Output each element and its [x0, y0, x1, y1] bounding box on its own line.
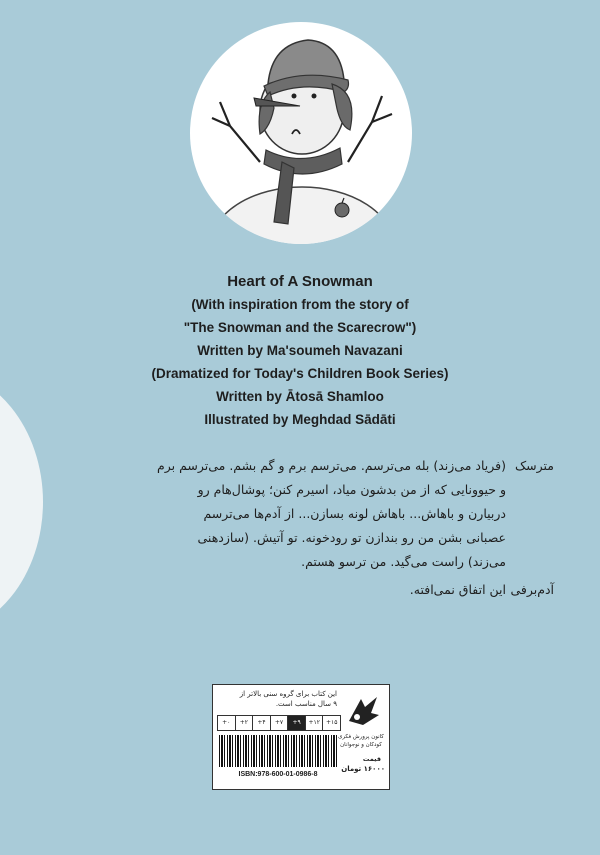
- dialogue-line: دربیارن و باهاش... باهاش لونه بسازن... از آدم‌ها می‌ترسم: [203, 506, 506, 521]
- snowman-drawing: [190, 22, 412, 244]
- credit-line-series: (Dramatized for Today's Children Book Series): [151, 366, 449, 381]
- dialogue-line: این اتفاق نمی‌افته.: [409, 582, 506, 597]
- credit-line-source-story: "The Snowman and the Scarecrow"): [183, 320, 417, 335]
- age-cell: +۱۵: [322, 716, 340, 730]
- speaker-name: مترسک: [514, 458, 554, 473]
- publisher-info-box: [212, 684, 390, 790]
- publisher-name: [337, 733, 385, 749]
- price-value: ۱۶۰۰۰ تومان: [341, 765, 385, 773]
- book-title: Heart of A Snowman: [227, 273, 373, 290]
- age-note-line: این کتاب برای گروه سنی بالاتر از: [239, 690, 337, 698]
- publisher-logo-icon: [343, 691, 383, 731]
- credit-line-original-author: Written by Ma'soumeh Navazani: [197, 343, 403, 358]
- barcode: [219, 735, 337, 767]
- publisher-name-line: کانون پرورش فکری: [338, 734, 384, 740]
- dialogue-line: می‌زند) راست می‌گید. من ترسو هستم.: [301, 554, 506, 569]
- age-cell-highlighted: +۹: [287, 716, 305, 730]
- dialogue-scarecrow: [110, 454, 554, 574]
- dialogue-line: عصبانی بشن من رو بندازن تو رودخونه. تو آتیش. (سازدهنی: [197, 530, 506, 545]
- dialogue-line: و حیوونایی که از من بدشون میاد، اسیرم کنن؛ پوشال‌هام رو: [197, 482, 506, 497]
- book-credits: [0, 270, 600, 431]
- credit-line-illustrator: Illustrated by Meghdad Sādāti: [204, 412, 396, 427]
- publisher-name-line: کودکان و نوجوانان: [340, 742, 382, 748]
- age-cell: +۱۲: [305, 716, 323, 730]
- price-label: قیمت: [362, 755, 381, 763]
- isbn-number: ISBN:978-600-01-0986-8: [238, 771, 318, 778]
- snowman-illustration: [190, 22, 412, 244]
- age-cell: +۲: [235, 716, 253, 730]
- age-cell: +۷: [270, 716, 288, 730]
- dialogue-line: (فریاد می‌زند) بله می‌ترسم. می‌ترسم برم و گم بشم. می‌ترسم برم: [156, 458, 506, 473]
- age-cell: +۴: [252, 716, 270, 730]
- age-scale: [217, 715, 341, 731]
- credit-line-inspiration: (With inspiration from the story of: [191, 297, 409, 312]
- age-recommendation: [217, 689, 337, 709]
- credit-line-author: Written by Ātosā Shamloo: [216, 389, 384, 404]
- age-cell: +۰: [222, 719, 231, 726]
- play-excerpt: [110, 454, 554, 602]
- age-note-line: ۹ سال مناسب است.: [275, 700, 337, 708]
- speaker-name: آدم‌برفی: [510, 582, 554, 597]
- dialogue-snowman: [110, 578, 554, 602]
